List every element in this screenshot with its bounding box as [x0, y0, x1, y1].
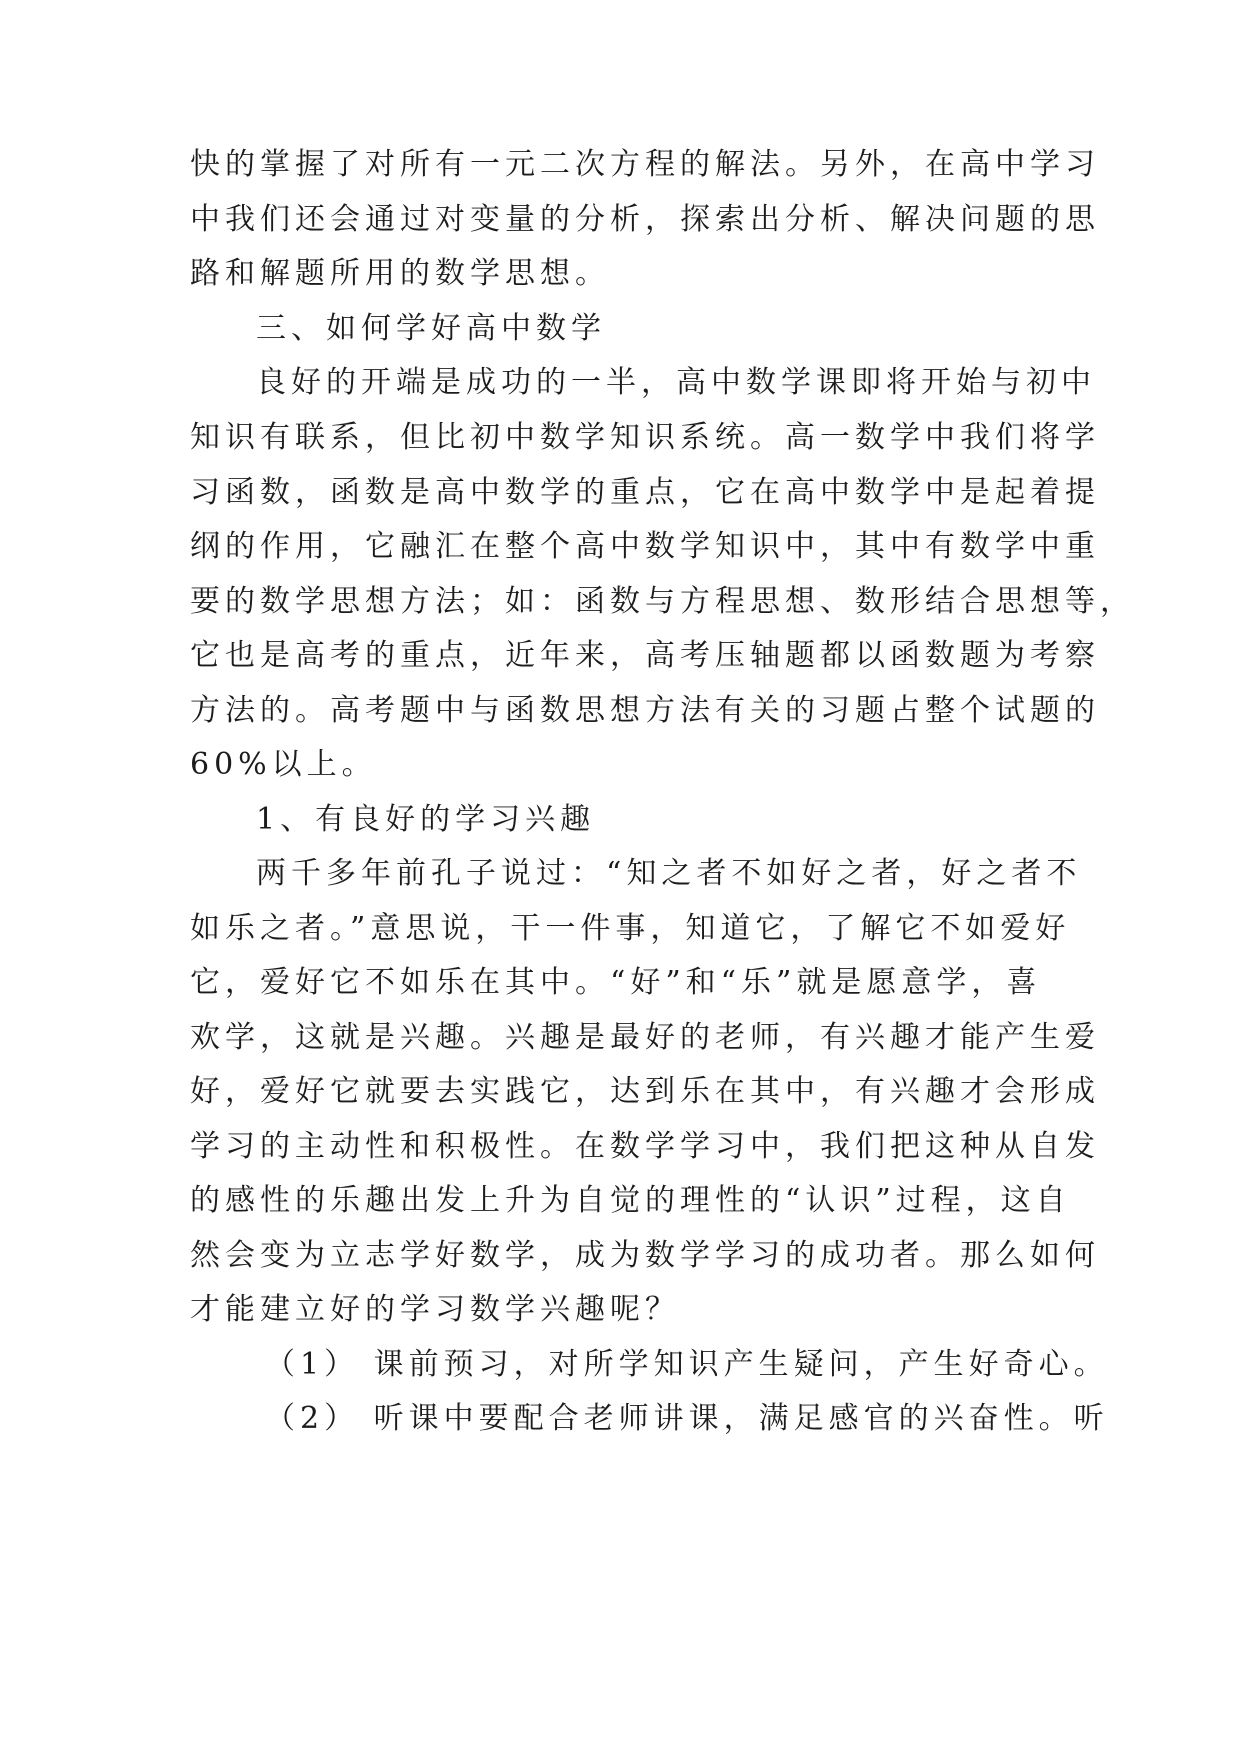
text-line: 好，爱好它就要去实践它，达到乐在其中，有兴趣才会形成 — [190, 1074, 1100, 1109]
text-line: 然会变为立志学好数学，成为数学学习的成功者。那么如何 — [190, 1238, 1100, 1273]
text-line: 路和解题所用的数学思想。 — [190, 256, 610, 291]
text-line: 它也是高考的重点，近年来，高考压轴题都以函数题为考察 — [190, 638, 1100, 673]
text-line: 欢学，这就是兴趣。兴趣是最好的老师，有兴趣才能产生爱 — [190, 1020, 1100, 1055]
text-line: 它，爱好它不如乐在其中。“好”和“乐”就是愿意学，喜 — [190, 965, 1042, 1000]
text-line: 如乐之者。”意思说，干一件事，知道它，了解它不如爱好 — [190, 911, 1071, 946]
numbered-item: （2） 听课中要配合老师讲课，满足感官的兴奋性。听 — [265, 1401, 1109, 1436]
paragraph-start: 良好的开端是成功的一半，高中数学课即将开始与初中 — [256, 365, 1096, 400]
text-line: 学习的主动性和积极性。在数学学习中，我们把这种从自发 — [190, 1129, 1100, 1164]
text-line: 纲的作用，它融汇在整个高中数学知识中，其中有数学中重 — [190, 529, 1100, 564]
subsection-heading: 1、有良好的学习兴趣 — [256, 802, 596, 837]
text-line: 中我们还会通过对变量的分析，探索出分析、解决问题的思 — [190, 202, 1100, 237]
section-heading: 三、如何学好高中数学 — [256, 311, 606, 346]
text-line: 方法的。高考题中与函数思想方法有关的习题占整个试题的 — [190, 693, 1100, 728]
paragraph-start: 两千多年前孔子说过：“知之者不如好之者，好之者不 — [256, 856, 1082, 891]
text-line: 要的数学思想方法；如：函数与方程思想、数形结合思想等， — [190, 584, 1135, 619]
text-line: 习函数，函数是高中数学的重点，它在高中数学中是起着提 — [190, 475, 1100, 510]
text-line: 的感性的乐趣出发上升为自觉的理性的“认识”过程，这自 — [190, 1183, 1071, 1218]
text-line: 知识有联系，但比初中数学知识系统。高一数学中我们将学 — [190, 420, 1100, 455]
text-line: 60%以上。 — [190, 747, 377, 782]
numbered-item: （1） 课前预习，对所学知识产生疑问，产生好奇心。 — [265, 1347, 1109, 1382]
text-line: 快的掌握了对所有一元二次方程的解法。另外，在高中学习 — [190, 147, 1100, 182]
text-line: 才能建立好的学习数学兴趣呢？ — [190, 1292, 680, 1327]
